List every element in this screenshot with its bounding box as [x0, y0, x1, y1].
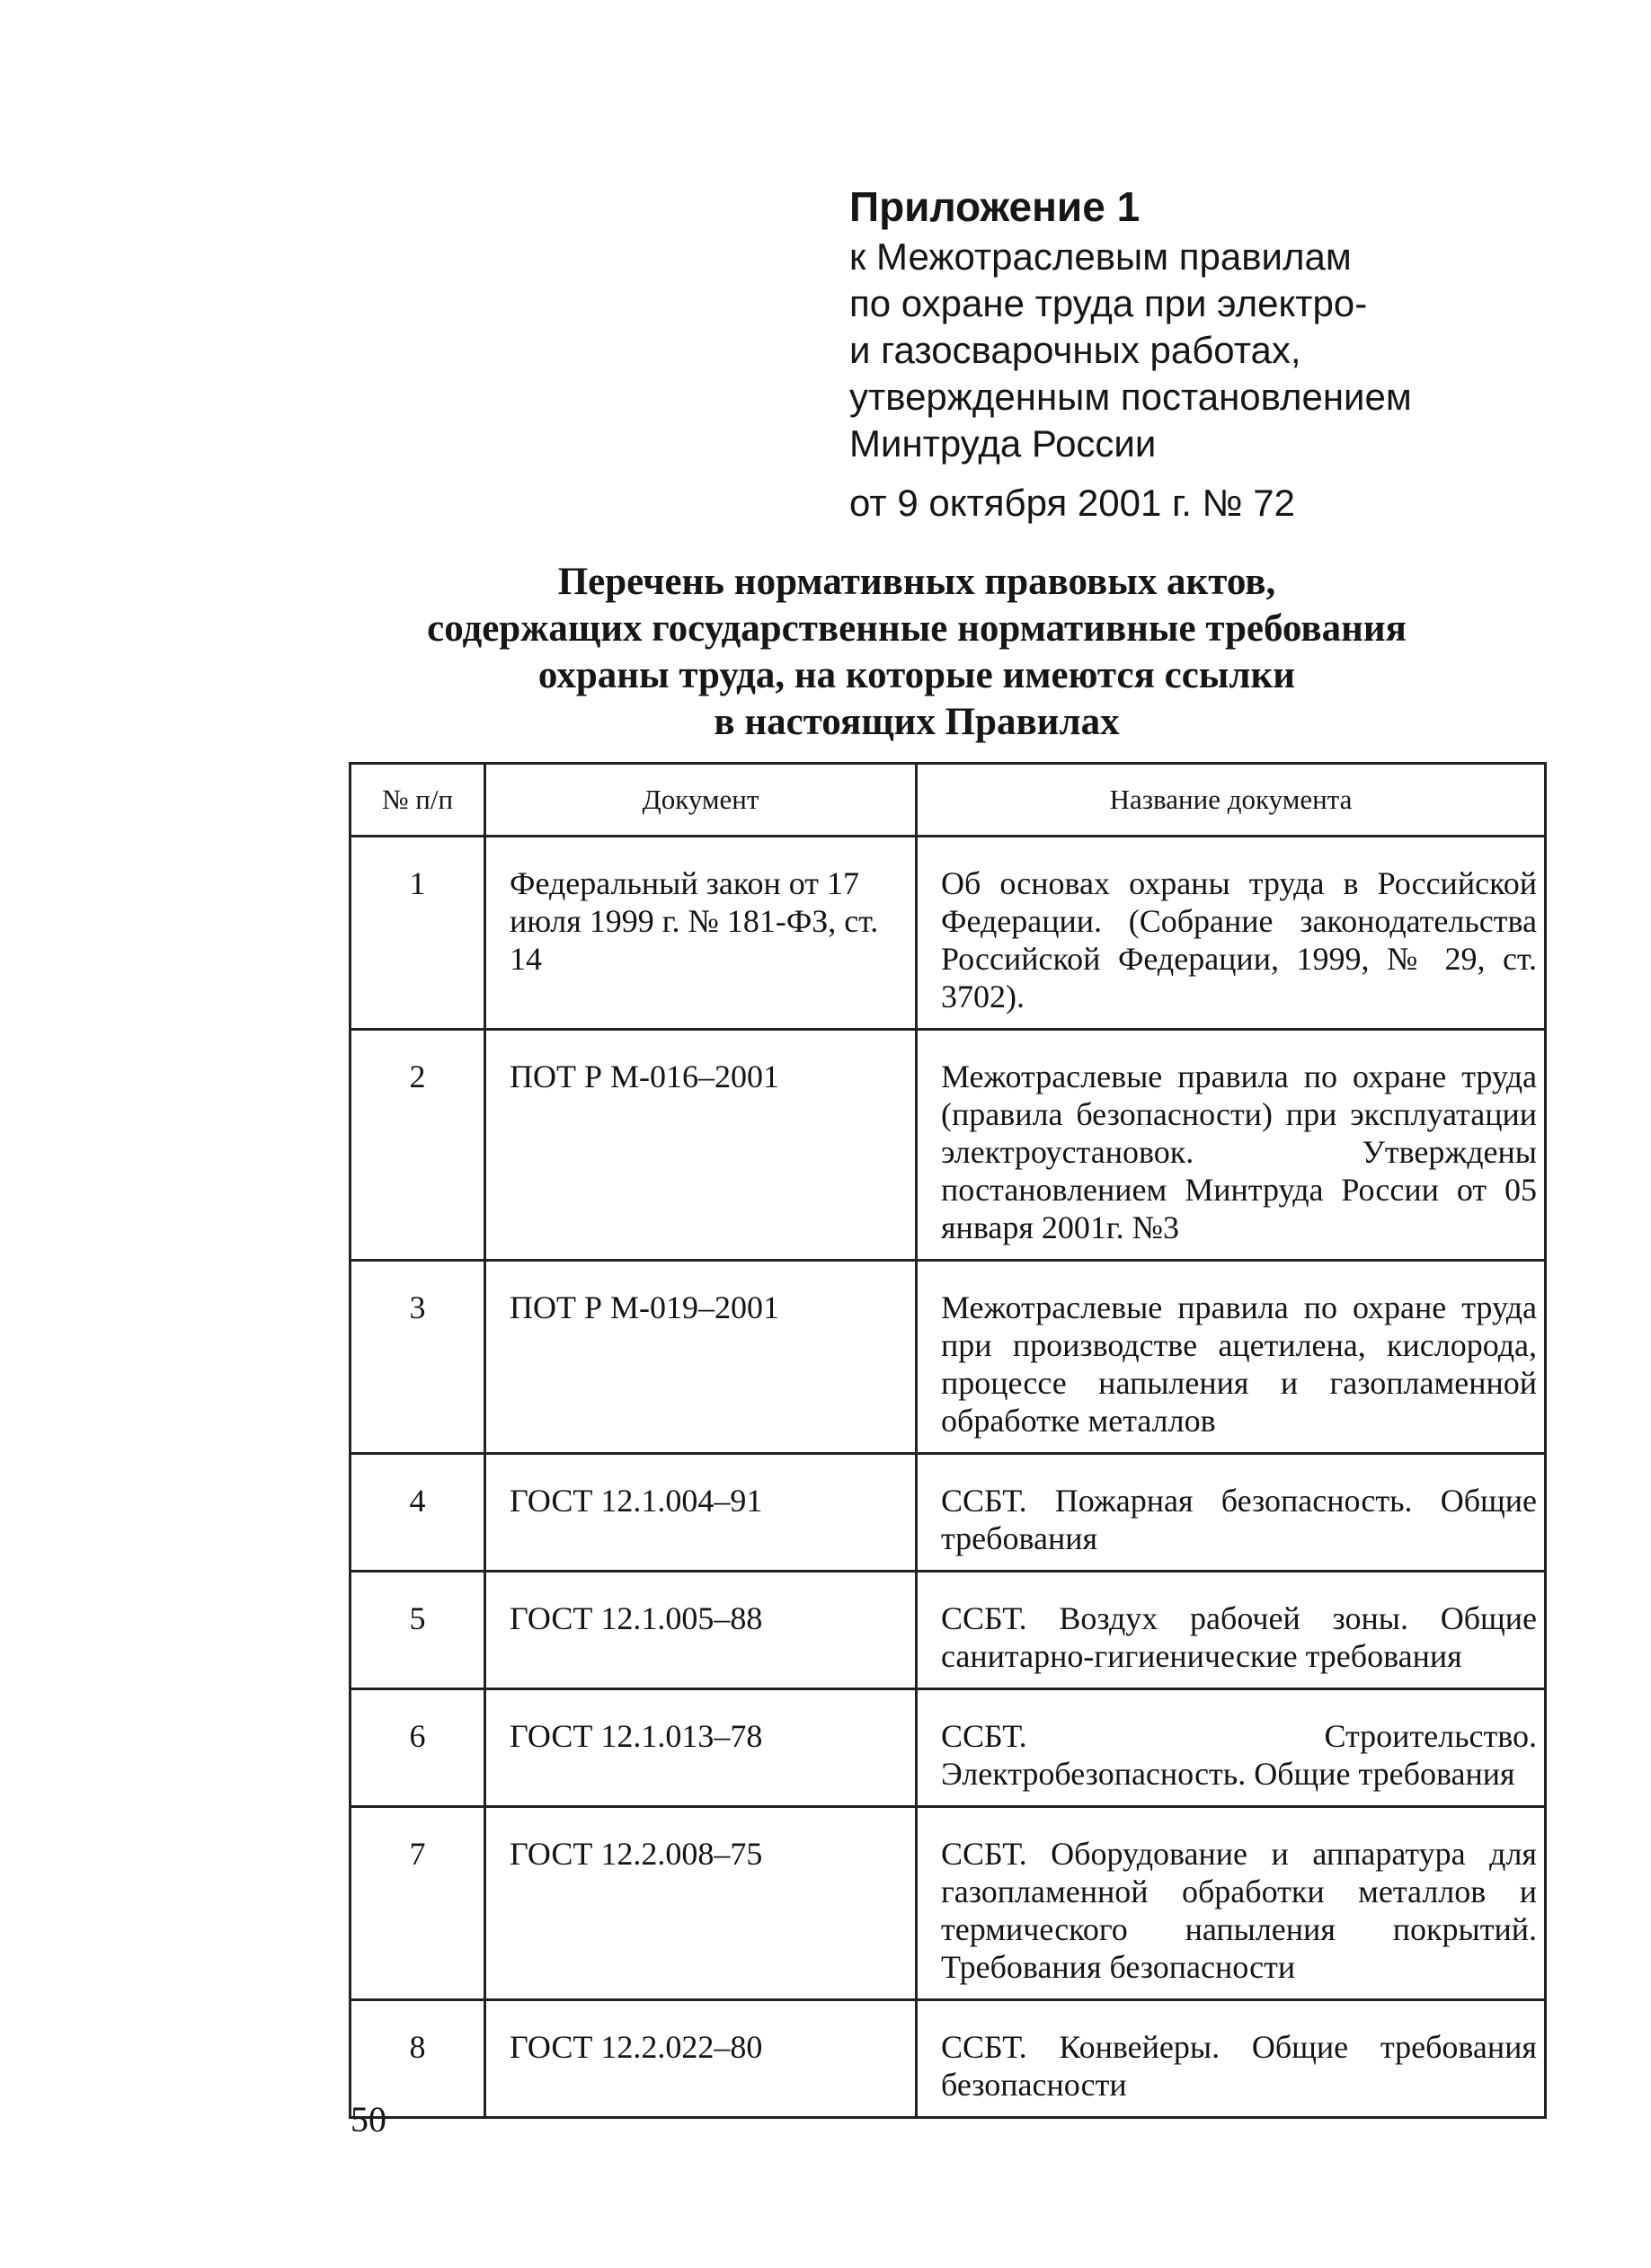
row-document: Федеральный закон от 17 июля 1999 г. № 181-ФЗ, ст. 14: [485, 837, 917, 1030]
row-number: 3: [351, 1261, 485, 1454]
column-header-document: Документ: [485, 764, 917, 837]
table-row: [351, 837, 1546, 1030]
row-number: 4: [351, 1454, 485, 1572]
appendix-line: по охране труда при электро-: [849, 282, 1368, 324]
row-document: ГОСТ 12.1.013–78: [485, 1689, 917, 1807]
appendix-block: [849, 180, 1568, 527]
row-document: ГОСТ 12.1.005–88: [485, 1572, 917, 1689]
row-number: 1: [351, 837, 485, 1030]
appendix-line: Минтруда России: [849, 422, 1157, 465]
heading-line: в настоящих Правилах: [714, 701, 1120, 743]
row-title: Об основах охраны труда в Российской Федерации. (Собрание законодательства Российской Федерации, 1999, № 29, ст. 3702).: [917, 837, 1546, 1030]
table-row: [351, 1261, 1546, 1454]
list-heading: [342, 559, 1492, 746]
appendix-title: Приложение 1: [849, 183, 1141, 230]
row-number: 6: [351, 1689, 485, 1807]
page-number: 50: [351, 2099, 386, 2140]
table-row: [351, 1454, 1546, 1572]
table-row: [351, 1689, 1546, 1807]
row-document: ГОСТ 12.2.008–75: [485, 1807, 917, 2000]
row-title: ССБТ. Оборудование и аппаратура для газопламенной обработки металлов и термического напыления покрытий. Требования безопасности: [917, 1807, 1546, 2000]
table-header-row: [351, 764, 1546, 837]
row-number: 5: [351, 1572, 485, 1689]
column-header-number: № п/п: [351, 764, 485, 837]
row-document: ПОТ Р М-016–2001: [485, 1030, 917, 1261]
table-row: [351, 1030, 1546, 1261]
row-title: Межотраслевые правила по охране труда при производстве ацетилена, кислорода, процессе напыления и газопламенной обработке металлов: [917, 1261, 1546, 1454]
row-title: ССБТ. Конвейеры. Общие требования безопасности: [917, 2000, 1546, 2118]
appendix-date: от 9 октября 2001 г. № 72: [849, 482, 1295, 524]
row-document: ГОСТ 12.1.004–91: [485, 1454, 917, 1572]
row-title: Межотраслевые правила по охране труда (правила безопасности) при эксплуатации электроустановок. Утверждены постановлением Минтруда России от 05 января 2001г. №3: [917, 1030, 1546, 1261]
table-row: [351, 2000, 1546, 2118]
row-document: ГОСТ 12.2.022–80: [485, 2000, 917, 2118]
heading-line: охраны труда, на которые имеются ссылки: [537, 654, 1296, 696]
appendix-line: к Межотраслевым правилам: [849, 235, 1352, 278]
appendix-line: утвержденным постановлением: [849, 376, 1412, 418]
row-number: 2: [351, 1030, 485, 1261]
heading-line: Перечень нормативных правовых актов,: [557, 561, 1276, 603]
row-document: ПОТ Р М-019–2001: [485, 1261, 917, 1454]
row-number: 7: [351, 1807, 485, 2000]
row-title: ССБТ. Пожарная безопасность. Общие требования: [917, 1454, 1546, 1572]
table-row: [351, 1807, 1546, 2000]
row-number: 8: [351, 2000, 485, 2118]
table-row: [351, 1572, 1546, 1689]
column-header-title: Название документа: [917, 764, 1546, 837]
heading-line: содержащих государственные нормативные требования: [427, 607, 1407, 650]
row-title: ССБТ. Воздух рабочей зоны. Общие санитарно-гигиенические требования: [917, 1572, 1546, 1689]
documents-table: [349, 762, 1547, 2119]
row-title: ССБТ. Строительство. Электробезопасность. Общие требования: [917, 1689, 1546, 1807]
appendix-line: и газосварочных работах,: [849, 329, 1301, 371]
